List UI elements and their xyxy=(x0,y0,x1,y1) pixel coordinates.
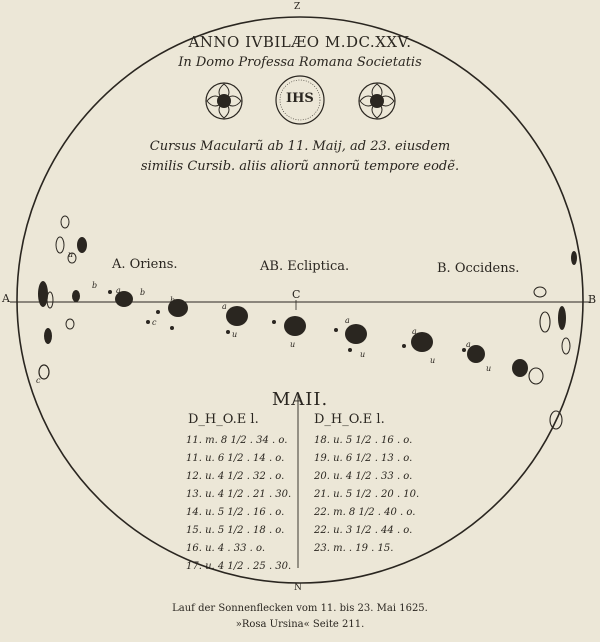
table-row: 22. u. 3 1/2 . 44 . o. xyxy=(314,525,413,536)
table-row: 11. m. 8 1/2 . 34 . o. xyxy=(186,435,288,446)
spot-letter: u xyxy=(486,364,492,373)
spot-letter: u xyxy=(360,350,366,359)
ecliptica-label: AB. Ecliptica. xyxy=(260,259,350,274)
spot-letter: b xyxy=(92,281,98,290)
chart-title: ANNO IVBILÆO M.DC.XXV. xyxy=(188,33,412,51)
spot-letter: a xyxy=(222,302,227,311)
table-row: 14. u. 5 1/2 . 16 . o. xyxy=(186,507,285,518)
table-row: 13. u. 4 1/2 . 21 . 30. xyxy=(186,489,292,500)
occidens-label: B. Occidens. xyxy=(437,261,520,276)
sunspot-group-15-may xyxy=(272,316,306,336)
table-row: 11. u. 6 1/2 . 14 . o. xyxy=(186,453,285,464)
cursus-line-2: similis Cursib. aliis aliorũ annorũ tempore eodẽ. xyxy=(140,159,460,174)
table-header-left: D_H_O.E l. xyxy=(188,412,259,427)
spot-letter: u xyxy=(232,330,238,339)
sunspot-group-17-may xyxy=(402,332,433,352)
sunspot-group-11-may-left-limb xyxy=(38,216,87,379)
compass-top-label: Z xyxy=(294,2,301,12)
spot-letter: a xyxy=(116,286,121,295)
table-row: 15. u. 5 1/2 . 18 . o. xyxy=(186,525,285,536)
left-rosette-icon xyxy=(206,83,242,119)
right-rosette-icon xyxy=(359,83,395,119)
table-row: 22. m. 8 1/2 . 40 . o. xyxy=(314,507,416,518)
center-c-label: C xyxy=(292,288,301,301)
table-row: 18. u. 5 1/2 . 16 . o. xyxy=(314,435,413,446)
oriens-label: A. Oriens. xyxy=(112,257,178,272)
spot-letter: a xyxy=(412,327,417,336)
chart-subtitle: In Domo Professa Romana Societatis xyxy=(178,55,422,70)
table-header-right: D_H_O.E l. xyxy=(314,412,385,427)
spot-letter: c xyxy=(152,318,157,327)
caption-line-2: »Rosa Ursina« Seite 211. xyxy=(235,619,365,630)
compass-bottom-label: N xyxy=(294,583,302,593)
spot-letter: u xyxy=(68,250,74,259)
spot-letter: b xyxy=(170,296,176,305)
table-row: 12. u. 4 1/2 . 32 . o. xyxy=(186,471,285,482)
sunspot-group-16-may xyxy=(334,324,367,352)
table-row: 19. u. 6 1/2 . 13 . o. xyxy=(314,453,413,464)
caption-line-1: Lauf der Sonnenflecken vom 11. bis 23. Mai 1625. xyxy=(172,603,428,614)
spot-letter: u xyxy=(290,340,296,349)
table-row: 21. u. 5 1/2 . 20 . 10. xyxy=(314,489,420,500)
month-heading: MAII. xyxy=(271,389,329,410)
spot-letter: c xyxy=(36,376,41,385)
spot-letter: a xyxy=(466,340,471,349)
axis-end-b-label: B xyxy=(588,293,597,306)
ihs-monogram: IHS xyxy=(286,91,314,106)
spot-letter: b xyxy=(140,288,146,297)
table-row: 20. u. 4 1/2 . 33 . o. xyxy=(314,471,413,482)
spot-letter: u xyxy=(430,356,436,365)
cursus-line-1: Cursus Macularũ ab 11. Maij, ad 23. eiusdem xyxy=(149,139,451,154)
table-row: 16. u. 4 . 33 . o. xyxy=(186,543,266,554)
table-row: 23. m. . 19 . 15. xyxy=(314,543,394,554)
spot-letter: a xyxy=(345,316,350,325)
axis-end-a-label: A xyxy=(2,292,10,305)
table-row: 17. u. 4 1/2 . 25 . 30. xyxy=(186,561,292,572)
